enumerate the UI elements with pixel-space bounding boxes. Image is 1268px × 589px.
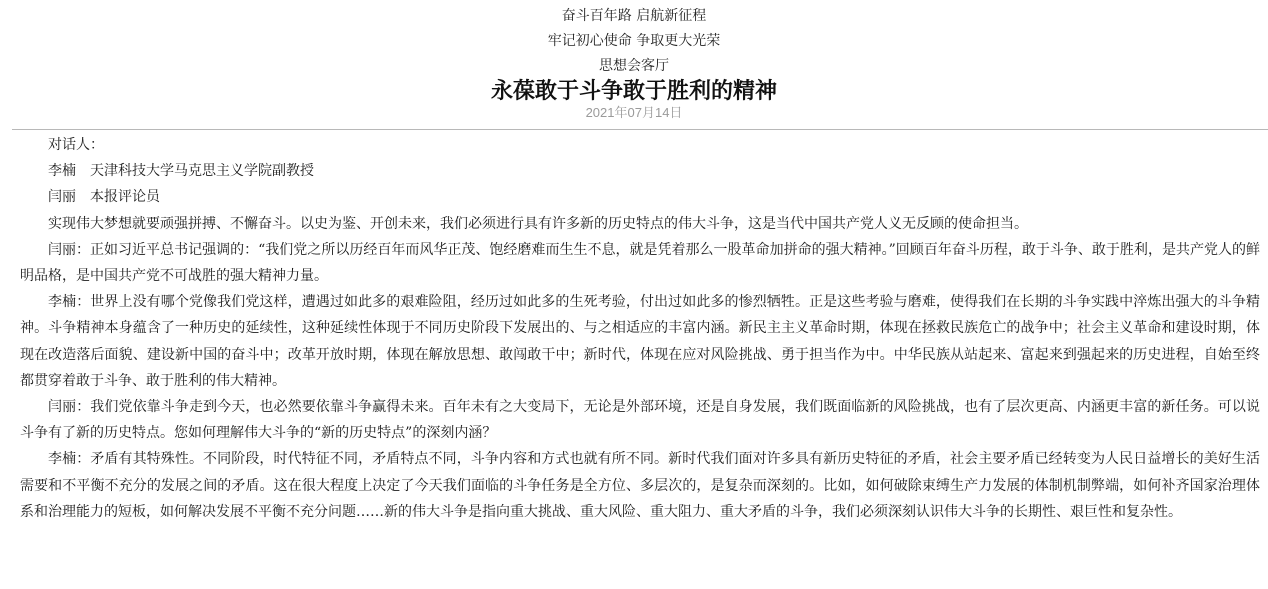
speaker-line: 闫丽 本报评论员: [48, 189, 160, 206]
header-divider: [12, 129, 1268, 130]
article-title: 永葆敢于斗争敢于胜利的精神: [490, 78, 777, 104]
article-paragraph: 李楠：矛盾有其特殊性。不同阶段，时代特征不同，矛盾特点不同，斗争内容和方式也就有所不同。新时代我们面对许多具有新历史特征的矛盾，社会主要矛盾已经转变为人民日益增长的美好生活需要和不平衡不充分的发展之间的矛盾。这在很大程度上决定了今天我们面临的斗争任务是全方位、多层次的，是复杂而深刻的。比如，如何破除束缚生产力发展的体制机制弊端，如何补齐国家治理体系和治理能力的短板，如何解决发展不平衡不充分问题……新的伟大斗争是指向重大挑战、重大风险、重大阻力、重大矛盾的斗争，我们必须深刻认识伟大斗争的长期性、艰巨性和复杂性。: [20, 451, 1260, 520]
article-paragraph: 闫丽：正如习近平总书记强调的：“我们党之所以历经百年而风华正茂、饱经磨难而生生不息，就是凭着那么一股革命加拼命的强大精神。”回顾百年奋斗历程，敢于斗争、敢于胜利，是共产党人的鲜明品格，是中国共产党不可战胜的强大精神力量。: [20, 241, 1260, 285]
speakers-heading: 对话人：: [48, 137, 104, 153]
column-name: 思想会客厅: [599, 58, 669, 74]
article-paragraph: 实现伟大梦想就要顽强拼搏、不懈奋斗。以史为鉴、开创未来，我们必须进行具有许多新的历史特点的伟大斗争，这是当代中国共产党人义无反顾的使命担当。: [48, 215, 1028, 232]
article-paragraph: 李楠：世界上没有哪个党像我们党这样，遭遇过如此多的艰难险阻，经历过如此多的生死考验，付出过如此多的惨烈牺牲。正是这些考验与磨难，使得我们在长期的斗争实践中淬炼出强大的斗争精神。斗争精神本身蕴含了一种历史的延续性，这种延续性体现于不同历史阶段下发展出的、与之相适应的丰富内涵。新民主主义革命时期，体现在拯救民族危亡的战争中；社会主义革命和建设时期，体现在改造落后面貌、建设新中国的奋斗中；改革开放时期，体现在解放思想、敢闯敢干中；新时代，体现在应对风险挑战、勇于担当作为中。中华民族从站起来、富起来到强起来的历史进程，自始至终都贯穿着敢于斗争、敢于胜利的伟大精神。: [20, 294, 1260, 389]
kicker-line-2: 牢记初心使命 争取更大光荣: [547, 33, 721, 49]
publish-date: 2021年07月14日: [585, 105, 683, 120]
speaker-line: 李楠 天津科技大学马克思主义学院副教授: [48, 163, 314, 180]
kicker-line-1: 奋斗百年路 启航新征程: [561, 8, 707, 24]
article-paragraph: 闫丽：我们党依靠斗争走到今天，也必然要依靠斗争赢得未来。百年未有之大变局下，无论是外部环境，还是自身发展，我们既面临新的风险挑战，也有了层次更高、内涵更丰富的新任务。可以说斗争有了新的历史特点。您如何理解伟大斗争的“新的历史特点”的深刻内涵？: [20, 399, 1260, 442]
article-body: [20, 132, 1260, 525]
